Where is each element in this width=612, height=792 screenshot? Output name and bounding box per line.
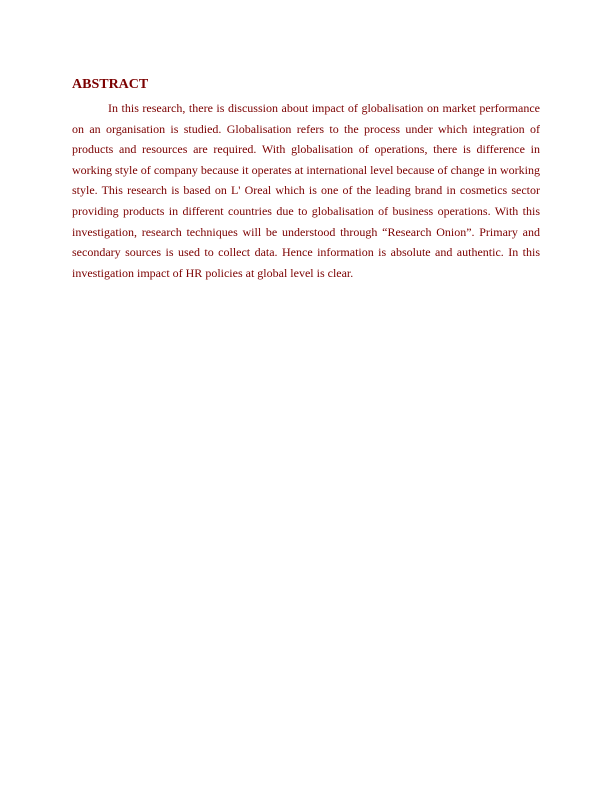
abstract-heading: ABSTRACT	[72, 77, 149, 92]
abstract-paragraph: In this research, there is discussion about impact of globalisation on market performance on an organisation is studied. Globalisation refers to the process under which integration of products and resources are required. With globalisation of operations, there is difference in working style of company because it operates at international level because of change in working style. This research is based on L' Oreal which is one of the leading brand in cosmetics sector providing products in different countries due to globalisation of business operations. With this investigation, research techniques will be understood through “Research Onion”. Primary and secondary sources is used to collect data. Hence information is absolute and authentic. In this investigation impact of HR policies at global level is clear.	[72, 101, 540, 280]
abstract-section	[72, 76, 540, 283]
